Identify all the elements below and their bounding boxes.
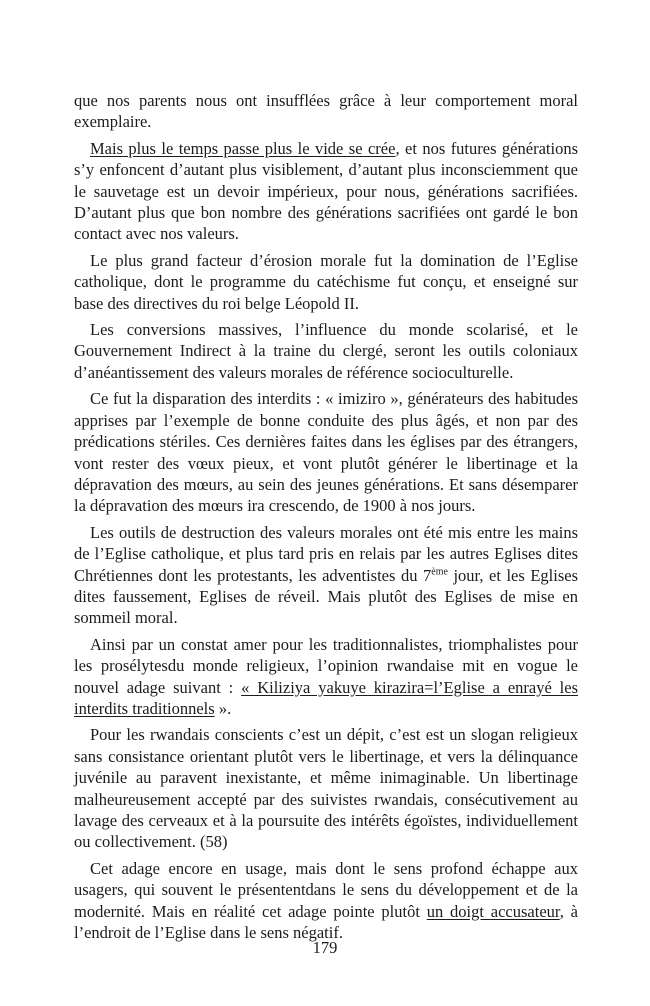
paragraph-6-text-after: jour, et les Eglises dites faussement, Eglises de réveil. Mais plutôt des Eglises de mise en sommeil moral. [74, 565, 578, 628]
paragraph-7-text-before: Ainsi par un constat amer pour les traditionnalistes, triomphalistes pour les prosélytesdu monde religieux, l’opinion rwandaise mit en vogue le nouvel adage suivant : [74, 634, 578, 697]
paragraph-1 [74, 90, 578, 133]
paragraph-9 [74, 858, 578, 944]
paragraph-2-underlined: Mais plus le temps passe plus le vide se crée [90, 138, 396, 158]
paragraph-9-underlined: un doigt accusateur [426, 901, 560, 921]
paragraph-9-text-before: Cet adage encore en usage, mais dont le sens profond échappe aux usagers, qui souvent le présententdans le sens du développement et de la modernité. Mais en réalité cet adage pointe plutôt [74, 858, 578, 921]
paragraph-3-text: Le plus grand facteur d’érosion morale fut la domination de l’Eglise catholique, dont le programme du catéchisme fut conçu, et enseigné sur base des directives du roi belge Léopold II. [74, 250, 578, 313]
paragraph-4-text: Les conversions massives, l’influence du monde scolarisé, et le Gouvernement Indirect à la traine du clergé, seront les outils coloniaux d’anéantissement des valeurs morales de référence socioculturelle. [74, 320, 578, 382]
paragraph-3 [74, 250, 578, 314]
page-number: 179 [312, 938, 338, 957]
paragraph-7-adage-underlined: « Kiliziya yakuye kirazira=l’Eglise a enrayé les interdits traditionnels [74, 677, 578, 718]
paragraph-5 [74, 388, 578, 516]
paragraph-4 [74, 319, 578, 383]
paragraph-7-text-after: ». [214, 698, 232, 718]
paragraph-8-text: Pour les rwandais conscients c’est un dépit, c’est est un slogan religieux sans consistance orientant plutôt vers le libertinage, et vers la délinquance juvénile au paravent inexistante, et même inimaginable. Un libertinage malheureusement accepté par des suivistes rwandais, consécutivement au lavage des cerveaux et à la poursuite des intérêts égoïstes, individuellement ou collectivement. (58) [74, 725, 578, 852]
paragraph-2 [74, 138, 578, 245]
paragraph-5-text: Ce fut la disparation des interdits : « imiziro », générateurs des habitudes apprises par l’exemple de bonne conduite des plus âgés, et non par des prédications stériles. Ces dernières faites dans les églises par des étrangers, vont rester des vœux pieux, et vont plutôt générer le libertinage et la dépravation des mœurs, au sein des jeunes générations. Et sans désemparer la dépravation des mœurs ira crescendo, de 1900 à nos jours. [74, 389, 578, 516]
paragraph-9-text-after: , à l’endroit de l’Eglise dans le sens négatif. [74, 901, 578, 943]
paragraph-7 [74, 634, 578, 720]
paragraph-1-text: que nos parents nous ont insufflées grâce à leur comportement moral exemplaire. [74, 91, 578, 132]
paragraph-6-superscript: ème [431, 566, 448, 578]
paragraph-6 [74, 522, 578, 629]
paragraph-6-text-before: Les outils de destruction des valeurs morales ont été mis entre les mains de l’Eglise catholique, et plus tard pris en relais par les autres Eglises dites Chrétiennes dont les protestants, les adventistes du 7 [74, 522, 578, 585]
paragraph-2-text: , et nos futures générations s’y enfoncent d’autant plus visiblement, d’autant plus inconsciemment que le sauvetage est un devoir impérieux, pour nous, générations sacrifiées. D’autant plus que bon nombre des générations sacrifiées ont gardé le bon contact avec nos valeurs. [74, 138, 578, 244]
paragraph-8 [74, 724, 578, 852]
page-body-text [74, 90, 578, 948]
